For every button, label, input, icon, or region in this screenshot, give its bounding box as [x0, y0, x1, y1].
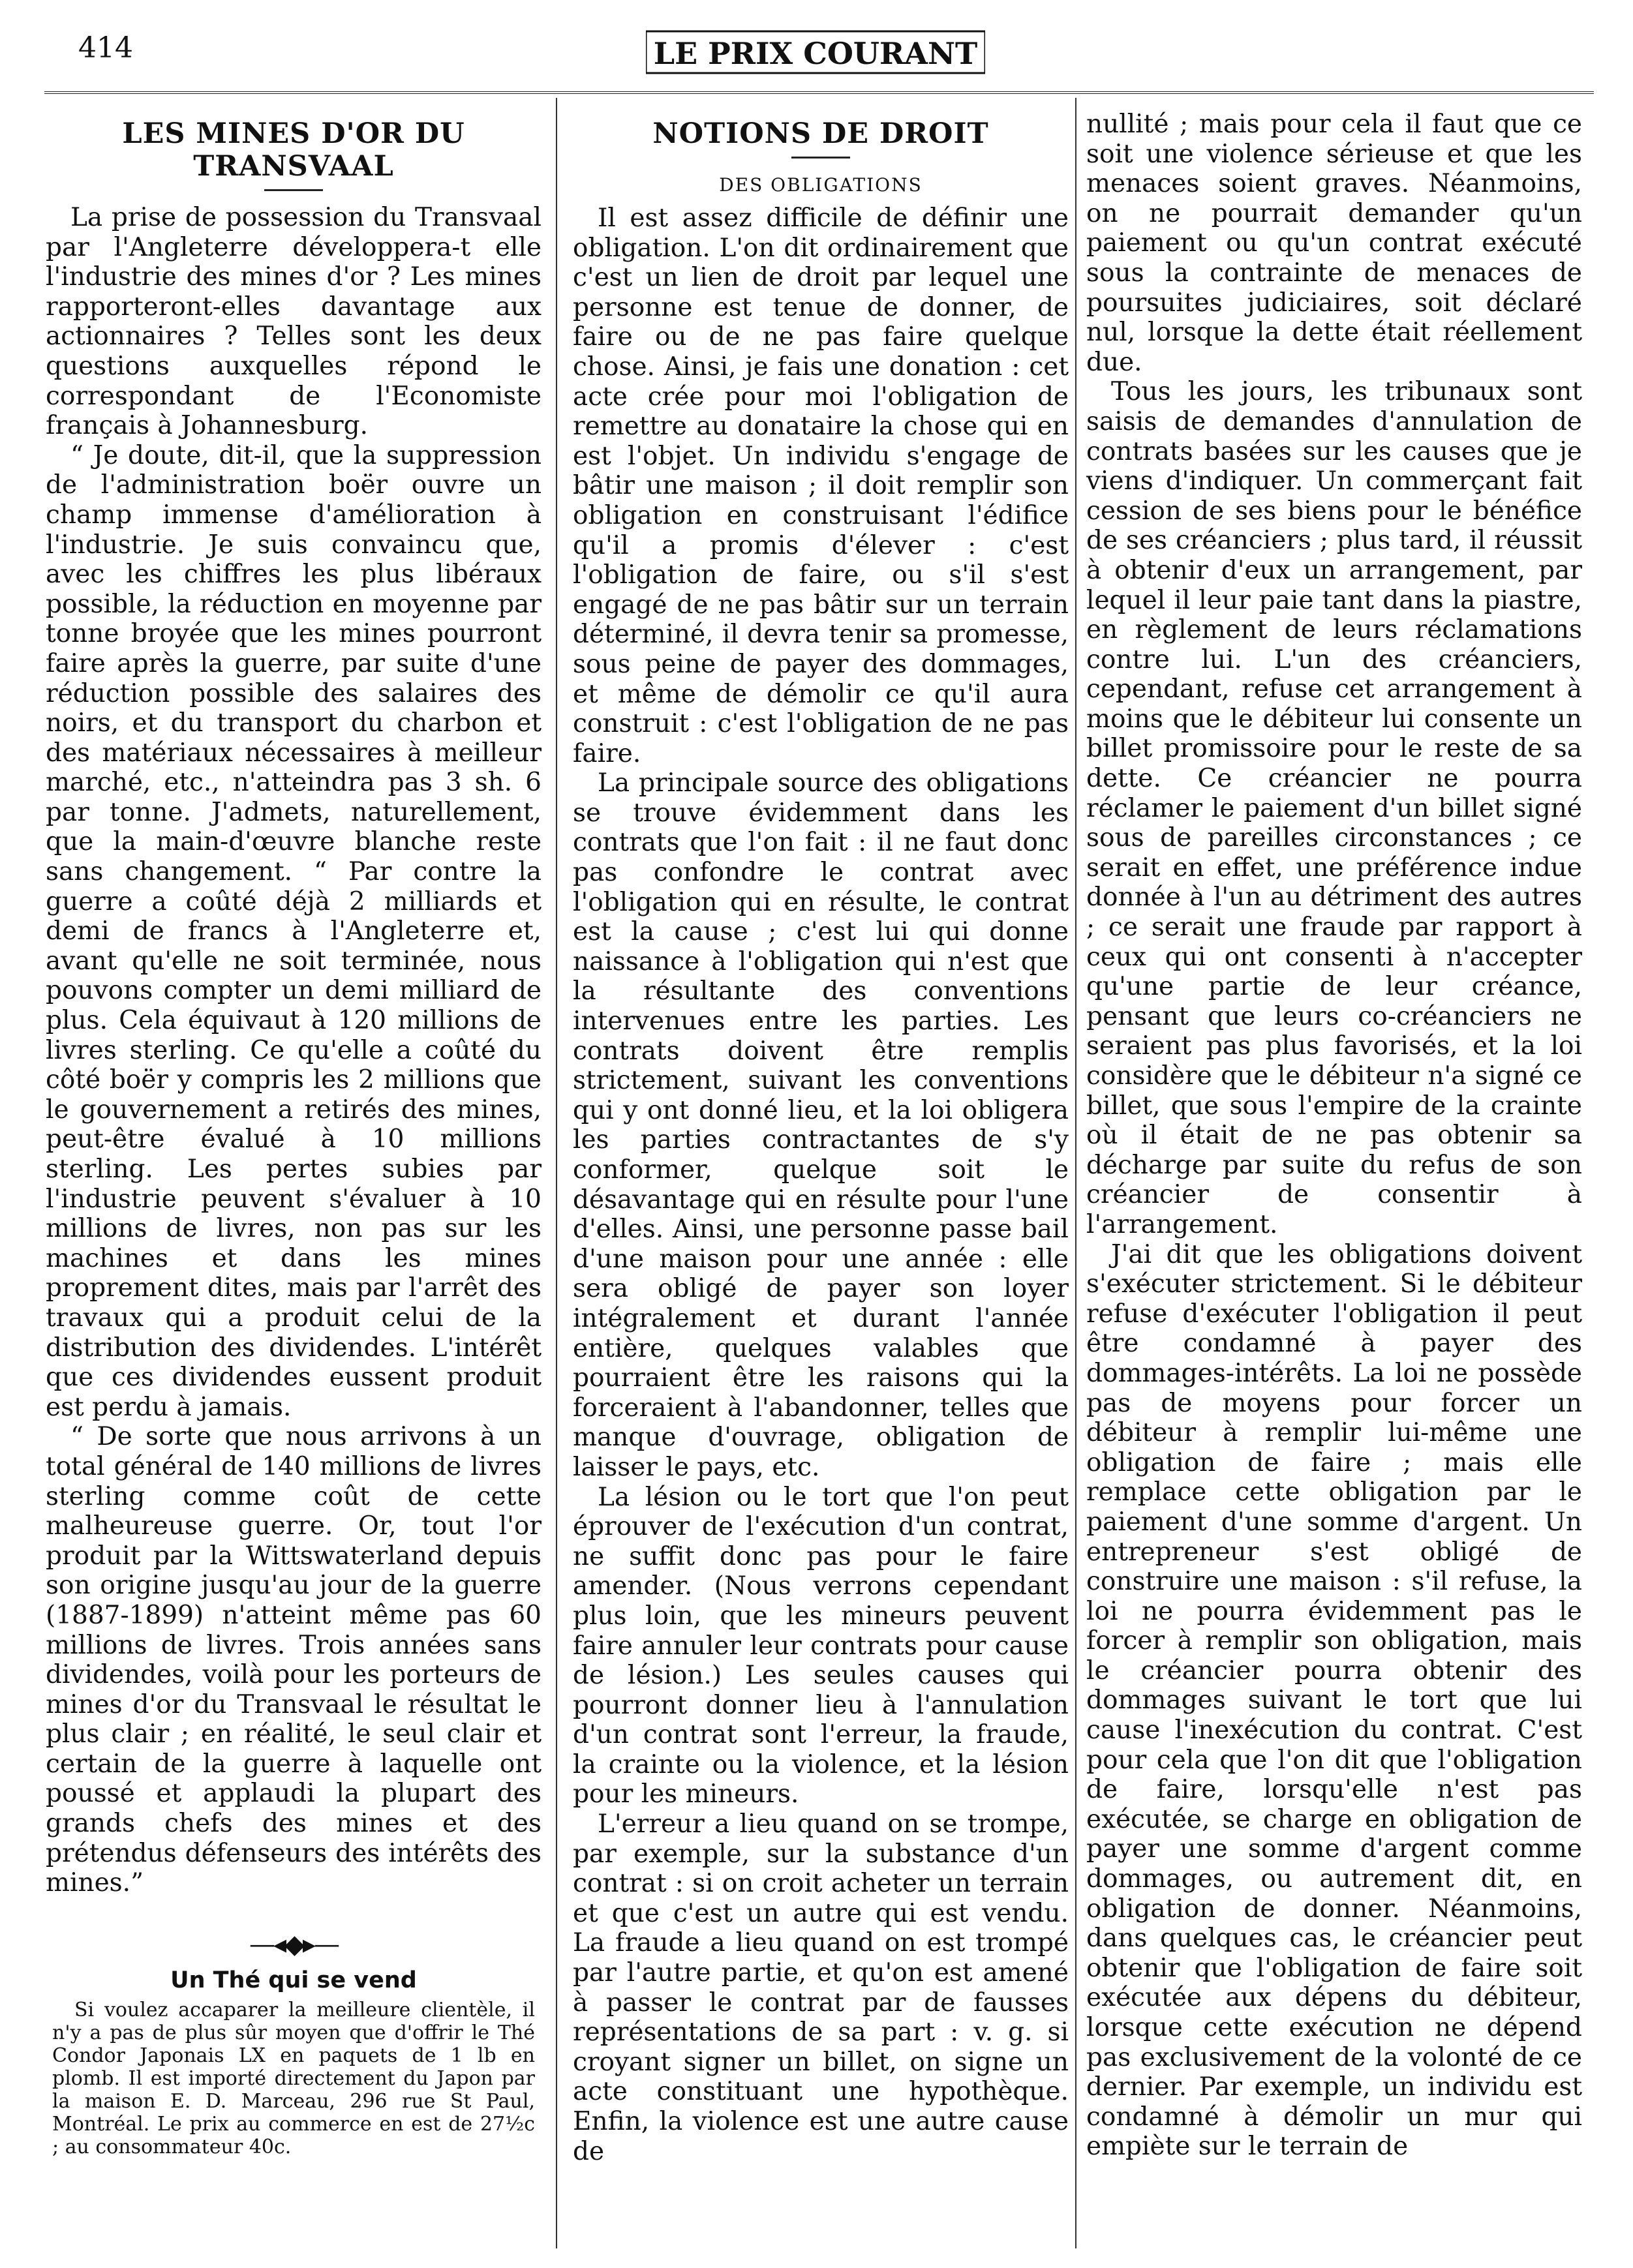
paragraph: Tous les jours, les tribunaux sont saisis de demandes d'annulation de contrats basées sur les causes que je viens d'indiquer. Un commerçant fait cession de ses biens pour le bénéfice de ses créanciers ; plus tard, il réussit à obtenir d'eux un arrangement, par lequel il leur paie tant dans la piastre, en règlement de leurs réclamations contre lui. L'un des créanciers, cependant, refuse cet arrangement à moins que le débiteur lui consente un billet promissoire pour le reste de sa dette. Ce créancier ne pourra réclamer le paiement d'un billet signé sous de pareilles circonstances ; ce serait en effet, une préférence indue donnée à l'un au détriment des autres ; ce serait une fraude par rapport à ceux qui ont consenti à n'accepter qu'une partie de leur créance, pensant que leurs co-créanciers ne seraient pas plus favorisés, et la loi considère que le débiteur n'a signé ce billet, que sous l'empire de la crainte où il était de ne pas obtenir sa décharge par suite du refus de son créancier de consentir à l'arrangement. [1086, 377, 1582, 1239]
paragraph: “ De sorte que nous arrivons à un total général de 140 millions de livres sterling comme coût de cette malheureuse guerre. Or, tout l'or produit par la Wittswaterland depuis son origine jusqu'au jour de la guerre (1887-1899) n'atteint même pas 60 millions de livres. Trois années sans dividendes, voilà pour les porteurs de mines d'or du Transvaal le résultat le plus clair ; en réalité, le seul clair et certain de la guerre à laquelle ont poussé et applaudi la plupart des grands chefs des mines et des prétendus défenseurs des intérêts des mines.” [46, 1422, 542, 1898]
title-rule [264, 189, 323, 191]
column-left [46, 110, 542, 2242]
paragraph: J'ai dit que les obligations doivent s'exécuter strictement. Si le débiteur refuse d'exécuter l'obligation il peut être condamné à payer des dommages-intérêts. La loi ne possède pas de moyens pour forcer un débiteur à remplir lui-même une obligation de faire ; mais elle remplace cette obligation par le paiement d'une somme d'argent. Un entrepreneur s'est obligé de construire une maison : s'il refuse, la loi ne pourra évidemment pas le forcer à remplir son obligation, mais le créancier pourra obtenir des dommages suivant le tort que lui cause l'inexécution du contrat. C'est pour cela que l'on dit que l'obligation de faire, lorsqu'elle n'est pas exécutée, se charge en obligation de payer une somme d'argent comme dommages, ou autrement dit, en obligation de donner. Néanmoins, dans quelques cas, le créancier peut obtenir que l'obligation de faire soit exécutée aux dépens du débiteur, lorsque cette exécution ne dépend pas exclusivement de la volonté de ce dernier. Par exemple, un individu est condamné à démolir un mur qui empiète sur le terrain de [1086, 1239, 1582, 2162]
article-title-droit: NOTIONS DE DROIT [652, 117, 989, 150]
paragraph: “ Je doute, dit-il, que la suppression de l'administration boër ouvre un champ immense d'amélioration à l'industrie. Je suis convaincu que, avec les chiffres les plus libéraux possible, la réduction en moyenne par tonne broyée que les mines pourront faire après la guerre, par suite d'une réduction possible des salaires des noirs, et du transport du charbon et des matériaux nécessaires à meilleur marché, etc., n'atteindra pas 3 sh. 6 par tonne. J'admets, naturellement, que la main-d'œuvre blanche reste sans changement. “ Par contre la guerre a coûté déjà 2 milliards et demi de francs à l'Angleterre et, avant qu'elle ne soit terminée, nous pouvons compter un demi milliard de plus. Cela équivaut à 120 millions de livres sterling. Ce qu'elle a coûté du côté boër y compris les 2 millions que le gouvernement a retirés des mines, peut-être évalué à 10 millions sterling. Les pertes subies par l'industrie peuvent s'évaluer à 10 millions de livres, non pas sur les machines et dans les mines proprement dites, mais par l'arrêt des travaux qui a produit celui de la distribution des dividendes. L'intérêt que ces dividendes eussent produit est perdu à jamais. [46, 440, 542, 1422]
column-divider [556, 98, 557, 2248]
masthead-logo [646, 26, 985, 78]
article-droit-continued [1086, 110, 1582, 2162]
paragraph: La prise de possession du Transvaal par l'Angleterre développera-t elle l'industrie des mines d'or ? Les mines rapporteront-elles davantage aux actionnaires ? Telles sont les deux questions auxquelles répond le correspondant de l'Economiste français à Johannesburg. [46, 203, 542, 441]
paragraph: La lésion ou le tort que l'on peut éprouver de l'exécution d'un contrat, ne suffit donc pas pour le faire amender. (Nous verrons cependant plus loin, que les mineurs peuvent faire annuler leur contrats pour cause de lésion.) Les seules causes qui pourront donner lieu à l'annulation d'un contrat sont l'erreur, la fraude, la crainte ou la violence, et la lésion pour les mineurs. [573, 1482, 1069, 1809]
column-right [1086, 110, 1582, 2242]
ad-title: Un Thé qui se vend [170, 1967, 417, 1993]
masthead-text: LE PRIX COURANT [653, 36, 978, 71]
header-rule [44, 91, 1594, 94]
article-mines-body [46, 203, 542, 1898]
article-droit-body [573, 204, 1069, 2166]
ornament-divider: —◂◆▸— [249, 1929, 338, 1959]
title-rule [791, 157, 850, 159]
article-title-mines: LES MINES D'OR DU TRANSVAAL [122, 117, 465, 183]
paragraph: L'erreur a lieu quand on se trompe, par exemple, sur la substance d'un contrat : si on croit acheter un terrain et que c'est un autre qui est vendu. La fraude a lieu quand on est trompé par l'autre partie, et qu'on est amené à passer le contrat par de fausses représentations de sa part : v. g. si croyant signer un billet, on signe un acte constituant une hypothèque. Enfin, la violence est une autre cause de [573, 1809, 1069, 2166]
paragraph: La principale source des obligations se trouve évidemment dans les contrats que l'on fait : il ne faut donc pas confondre le contrat avec l'obligation qui en résulte, le contrat est la cause ; c'est lui qui donne naissance à l'obligation qui n'est que la résultante des conventions intervenues entre les parties. Les contrats doivent être remplis strictement, suivant les conventions qui y ont donné lieu, et la loi obligera les parties contractantes de s'y conformer, quelque soit le désavantage qui en résulte pour l'une d'elles. Ainsi, une personne passe bail d'une maison pour une année : elle sera obligé de payer son loyer intégralement et durant l'année entière, quelques valables que pourraient être les raisons qui la forceraient à l'abandonner, telles que manque d'ouvrage, obligation de laisser le pays, etc. [573, 768, 1069, 1482]
ad-text: Si voulez accaparer la meilleure clientèle, il n'y a pas de plus sûr moyen que d'offrir le Thé Condor Japonais LX en paquets de 1 lb en plomb. Il est importé directement du Japon par la maison E. D. Marceau, 296 rue St Paul, Montréal. Le prix au commerce en est de 27½c ; au consommateur 40c. [52, 1998, 535, 2158]
column-middle [573, 110, 1069, 2242]
article-subtitle: DES OBLIGATIONS [719, 174, 923, 196]
paragraph: Il est assez difficile de définir une obligation. L'on dit ordinairement que c'est un lien de droit par lequel une personne est tenue de donner, de faire ou de ne pas faire quelque chose. Ainsi, je fais une donation : cet acte crée pour moi l'obligation de remettre au donataire la chose qui en est l'objet. Un individu s'engage de bâtir une maison ; il doit remplir son obligation en construisant l'édifice qu'il a promis d'élever : c'est l'obligation de faire, ou s'il s'est engagé de ne pas bâtir sur un terrain déterminé, il devra tenir sa promesse, sous peine de payer des dommages, et même de démolir ce qu'il aura construit : c'est l'obligation de ne pas faire. [573, 204, 1069, 768]
page-number: 414 [78, 31, 133, 65]
paragraph: nullité ; mais pour cela il faut que ce soit une violence sérieuse et que les menaces soient graves. Néanmoins, on ne pourrait demander qu'un paiement ou qu'un contrat exécuté sous la contrainte de menaces de poursuites judiciaires, soit déclaré nul, lorsque la dette était réellement due. [1086, 110, 1582, 377]
column-divider [1075, 98, 1076, 2248]
